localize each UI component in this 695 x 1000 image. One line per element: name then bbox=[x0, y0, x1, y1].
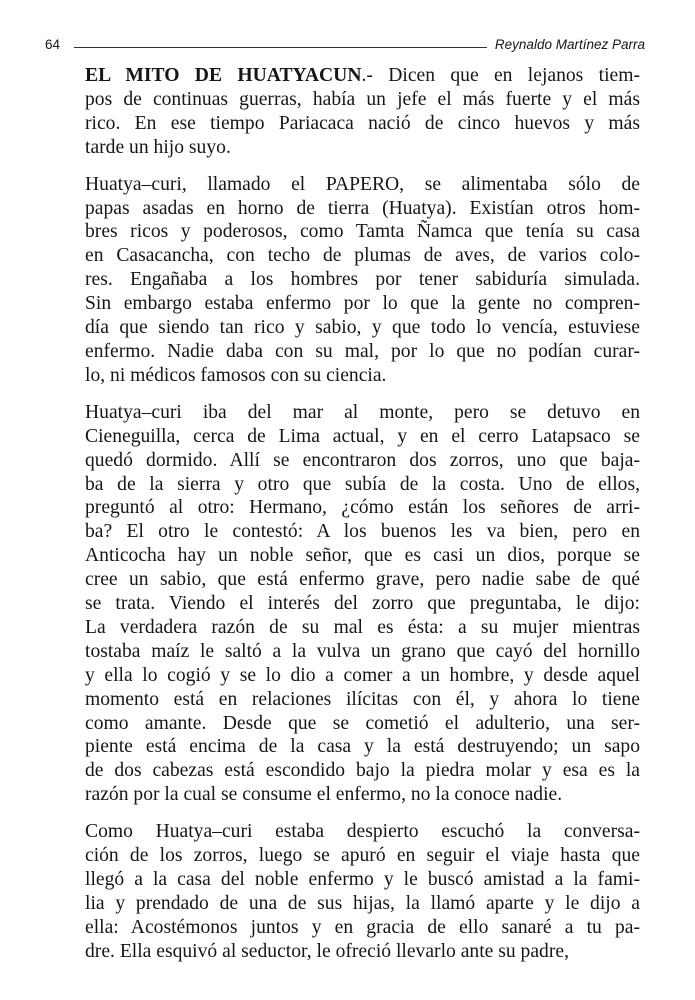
text-line: día que siendo tan rico y sabio, y que todo lo vencía, estuviese bbox=[85, 317, 640, 339]
text-line: Sin embargo estaba enfermo por lo que la gente no compren- bbox=[85, 293, 640, 315]
text-line: de dos cabezas está escondido bajo la piedra molar y esa es la bbox=[85, 760, 640, 782]
page-number: 64 bbox=[45, 37, 61, 52]
paragraph bbox=[45, 401, 640, 807]
text-line: Anticocha hay un noble señor, que es casi un dios, porque se bbox=[85, 545, 640, 567]
text-line: Huatya–curi iba del mar al monte, pero se detuvo en bbox=[85, 401, 640, 423]
text-line: quedó dormido. Allí se encontraron dos zorros, uno que baja- bbox=[85, 449, 640, 471]
text-line: La verdadera razón de su mal es ésta: a su mujer mientras bbox=[85, 616, 640, 638]
text-line: preguntó al otro: Hermano, ¿cómo están los señores de arri- bbox=[85, 497, 640, 519]
text-line: llegó a la casa del noble enfermo y le buscó amistad a la fami- bbox=[85, 869, 640, 890]
paragraph bbox=[45, 64, 640, 160]
text-line: bres ricos y poderosos, como Tamta Ñamca que tenía su casa bbox=[85, 221, 640, 243]
text-line: como amante. Desde que se cometió el adulterio, una ser- bbox=[85, 712, 640, 734]
text-line-rest: .- Dicen que en lejanos tiem- bbox=[361, 65, 640, 86]
text-line: enfermo. Nadie daba con su mal, por lo que no podían curar- bbox=[85, 340, 640, 362]
header-rule bbox=[74, 47, 487, 48]
text-line: dre. Ella esquivó al seductor, le ofreció llevarlo ante su padre, bbox=[85, 940, 569, 962]
text-line: Como Huatya–curi estaba despierto escuchó la conversa- bbox=[85, 821, 640, 843]
text-line: Huatya–curi, llamado el PAPERO, se alimentaba sólo de bbox=[85, 173, 640, 195]
paragraph bbox=[45, 173, 640, 388]
text-line: cree un sabio, que está enfermo grave, pero nadie sabe de qué bbox=[85, 569, 640, 591]
text-line: ella: Acostémonos juntos y en gracia de ello sanaré a tu pa- bbox=[85, 916, 640, 938]
text-line: razón por la cual se consume el enfermo, no la conoce nadie. bbox=[85, 784, 563, 806]
text-line: tostaba maíz le saltó a la vulva un grano que cayó del hornillo bbox=[85, 640, 640, 662]
text-line: piente está encima de la casa y la está destruyendo; un sapo bbox=[85, 736, 640, 758]
text-line: papas asadas en horno de tierra (Huatya). Existían otros hom- bbox=[85, 197, 640, 219]
text-line: ba de la sierra y otro que subía de la costa. Uno de ellos, bbox=[85, 473, 640, 495]
text-line bbox=[45, 64, 640, 88]
text-line: res. Engañaba a los hombres por tener sabiduría simulada. bbox=[85, 269, 640, 291]
text-line: lia y prendado de una de sus hijas, la llamó aparte y le dijo a bbox=[85, 892, 640, 914]
text-line: en Casacancha, con techo de plumas de aves, de varios colo- bbox=[85, 245, 640, 267]
text-line: tarde un hijo suyo. bbox=[85, 136, 231, 158]
text-line: ba? El otro le contestó: A los buenos les va bien, pero en bbox=[85, 521, 640, 543]
text-line: se trata. Viendo el interés del zorro que preguntaba, le dijo: bbox=[85, 593, 640, 615]
text-line: ción de los zorros, luego se apuró en seguir el viaje hasta que bbox=[85, 845, 640, 867]
running-header-author: Reynaldo Martínez Parra bbox=[494, 37, 645, 52]
paragraph bbox=[45, 820, 640, 963]
text-line: pos de continuas guerras, había un jefe el más fuerte y el más bbox=[85, 88, 640, 110]
text-line: y ella lo cogió y se lo dio a comer a un hombre, y desde aquel bbox=[85, 664, 640, 686]
running-header bbox=[45, 30, 645, 52]
body-text bbox=[45, 64, 640, 977]
text-line: lo, ni médicos famosos con su ciencia. bbox=[85, 364, 387, 386]
text-line: rico. En ese tiempo Pariacaca nació de cinco huevos y más bbox=[85, 112, 640, 134]
text-line: Cieneguilla, cerca de Lima actual, y en el cerro Latapsaco se bbox=[85, 425, 640, 447]
text-line: momento está en relaciones ilícitas con él, y ahora lo tiene bbox=[85, 688, 640, 710]
section-title: EL MITO DE HUATYACUN bbox=[85, 65, 362, 86]
